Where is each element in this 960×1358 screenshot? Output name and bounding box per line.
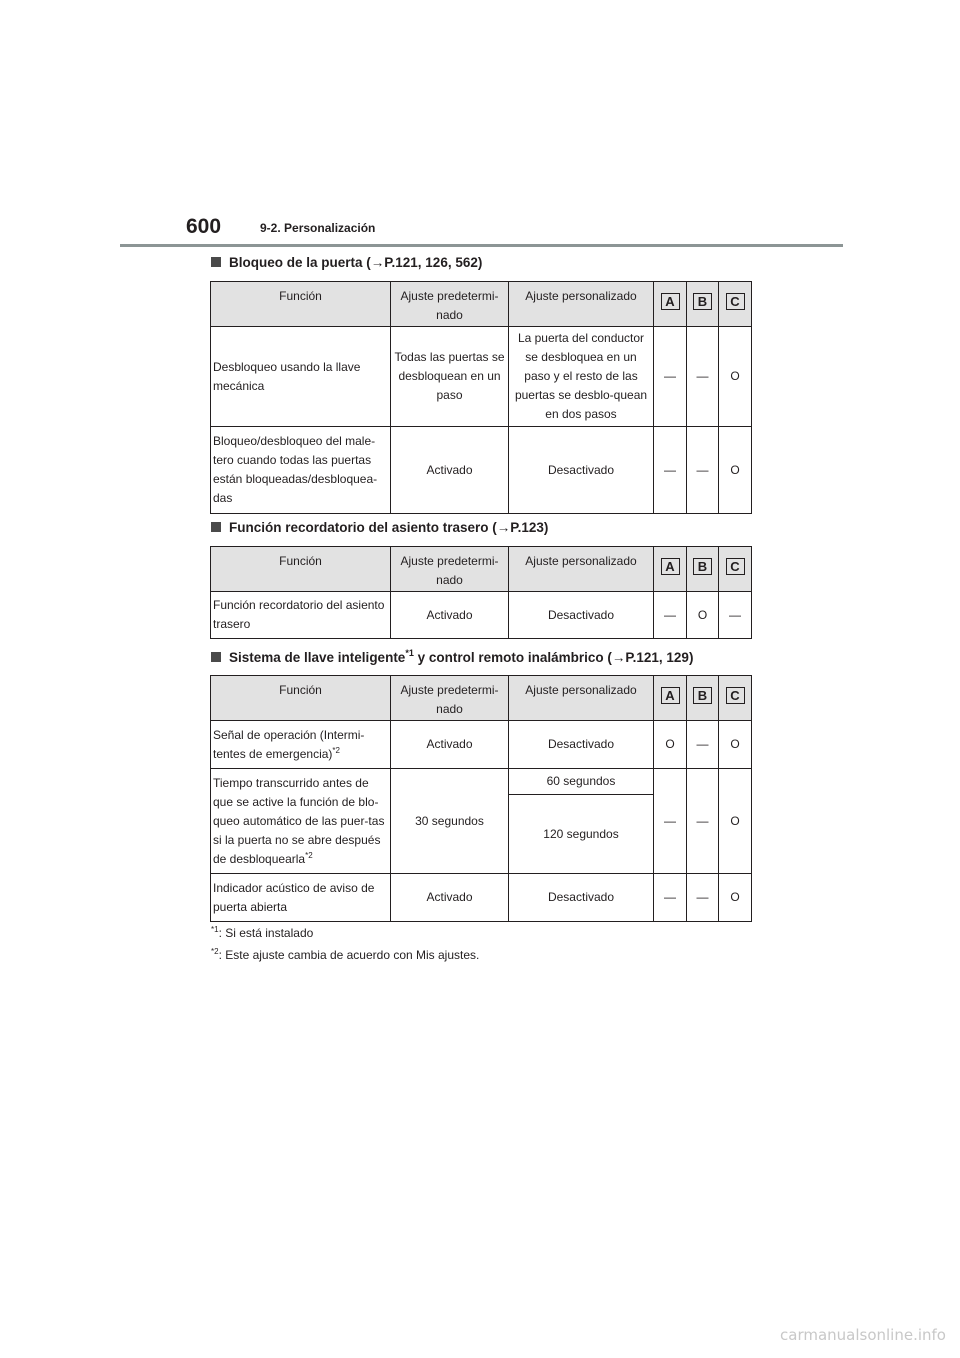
section-heading-rear-seat-reminder: Función recordatorio del asiento trasero (→P.123) bbox=[211, 520, 548, 535]
table-row bbox=[211, 769, 752, 795]
table-row bbox=[211, 874, 752, 922]
col-header-custom: Ajuste personalizado bbox=[509, 547, 654, 592]
cell-a: — bbox=[654, 427, 687, 514]
cell-a: — bbox=[654, 592, 687, 639]
col-header-b bbox=[687, 676, 719, 721]
cell-a: — bbox=[654, 769, 687, 874]
col-header-default: Ajuste predetermi-nado bbox=[391, 547, 509, 592]
footnote-2: $^{*2}$: Este ajuste cambia de acuerdo con Mis ajustes. bbox=[211, 947, 480, 962]
letter-c-box-icon: C bbox=[726, 293, 745, 310]
cell-custom: Desactivado bbox=[509, 721, 654, 769]
cell-c: — bbox=[719, 592, 752, 639]
cell-function: Función recordatorio del asiento trasero bbox=[211, 592, 391, 639]
letter-a-box-icon: A bbox=[661, 687, 680, 704]
cell-b: — bbox=[687, 327, 719, 427]
cell-default: 30 segundos bbox=[391, 769, 509, 874]
header-rule bbox=[120, 244, 843, 247]
cell-c: O bbox=[719, 874, 752, 922]
col-header-c bbox=[719, 676, 752, 721]
watermark: carmanualsonline.info bbox=[780, 1326, 946, 1344]
col-header-custom: Ajuste personalizado bbox=[509, 282, 654, 327]
cell-function: Bloqueo/desbloqueo del male-tero cuando todas las puertas están bloqueadas/desbloquea-das bbox=[211, 427, 391, 514]
cell-c: O bbox=[719, 721, 752, 769]
footnote-1: $^{*1}$: Si está instalado bbox=[211, 925, 314, 940]
door-lock-table bbox=[210, 281, 752, 514]
cell-custom: 60 segundos bbox=[509, 769, 654, 795]
cell-a: — bbox=[654, 327, 687, 427]
col-header-c bbox=[719, 547, 752, 592]
cell-c: O bbox=[719, 427, 752, 514]
table-row bbox=[211, 592, 752, 639]
table-header-row bbox=[211, 282, 752, 327]
col-header-a bbox=[654, 282, 687, 327]
table-header-row bbox=[211, 676, 752, 721]
cell-c: O bbox=[719, 327, 752, 427]
cell-a: O bbox=[654, 721, 687, 769]
col-header-c bbox=[719, 282, 752, 327]
letter-a-box-icon: A bbox=[661, 293, 680, 310]
col-header-function: Función bbox=[211, 676, 391, 721]
cell-c: O bbox=[719, 769, 752, 874]
col-header-function: Función bbox=[211, 282, 391, 327]
square-bullet-icon bbox=[211, 522, 221, 532]
cell-custom: Desactivado bbox=[509, 874, 654, 922]
letter-c-box-icon: C bbox=[726, 687, 745, 704]
square-bullet-icon bbox=[211, 257, 221, 267]
cell-function: Desbloqueo usando la llave mecánica bbox=[211, 327, 391, 427]
cell-custom: 120 segundos bbox=[509, 795, 654, 874]
cell-default: Activado bbox=[391, 592, 509, 639]
cell-b: — bbox=[687, 427, 719, 514]
cell-custom: Desactivado bbox=[509, 592, 654, 639]
cell-default: Activado bbox=[391, 721, 509, 769]
section-heading-door-lock: Bloqueo de la puerta (→P.121, 126, 562) bbox=[211, 255, 482, 270]
col-header-function: Función bbox=[211, 547, 391, 592]
cell-default: Todas las puertas se desbloquean en un paso bbox=[391, 327, 509, 427]
cell-function: Indicador acústico de aviso de puerta abierta bbox=[211, 874, 391, 922]
cell-default: Activado bbox=[391, 874, 509, 922]
table-row bbox=[211, 327, 752, 427]
cell-function: Señal de operación (Intermi-tentes de emergencia)$^{*2}$ bbox=[211, 721, 391, 769]
col-header-default: Ajuste predetermi-nado bbox=[391, 282, 509, 327]
cell-custom: La puerta del conductor se desbloquea en un paso y el resto de las puertas se desblo-quean en dos pasos bbox=[509, 327, 654, 427]
cell-b: — bbox=[687, 721, 719, 769]
cell-default: Activado bbox=[391, 427, 509, 514]
table-row bbox=[211, 427, 752, 514]
section-title: 9-2. Personalización bbox=[260, 221, 376, 235]
cell-b: — bbox=[687, 874, 719, 922]
letter-b-box-icon: B bbox=[693, 293, 712, 310]
col-header-custom: Ajuste personalizado bbox=[509, 676, 654, 721]
letter-b-box-icon: B bbox=[693, 687, 712, 704]
table-row bbox=[211, 721, 752, 769]
square-bullet-icon bbox=[211, 652, 221, 662]
cell-a: — bbox=[654, 874, 687, 922]
letter-c-box-icon: C bbox=[726, 558, 745, 575]
letter-b-box-icon: B bbox=[693, 558, 712, 575]
col-header-a bbox=[654, 676, 687, 721]
section-heading-smart-key: Sistema de llave inteligente$^{*1}$ y control remoto inalámbrico (→P.121, 129) bbox=[211, 650, 693, 665]
cell-custom: Desactivado bbox=[509, 427, 654, 514]
col-header-b bbox=[687, 547, 719, 592]
page-number: 600 bbox=[186, 215, 222, 238]
smart-key-table bbox=[210, 675, 752, 922]
col-header-b bbox=[687, 282, 719, 327]
cell-b: O bbox=[687, 592, 719, 639]
col-header-default: Ajuste predetermi-nado bbox=[391, 676, 509, 721]
rear-seat-reminder-table bbox=[210, 546, 752, 639]
table-header-row bbox=[211, 547, 752, 592]
col-header-a bbox=[654, 547, 687, 592]
letter-a-box-icon: A bbox=[661, 558, 680, 575]
cell-function: Tiempo transcurrido antes de que se active la función de blo-queo automático de las puer-tas si la puerta no se abre después de desbloquearla$^{*2}$ bbox=[211, 769, 391, 874]
cell-b: — bbox=[687, 769, 719, 874]
